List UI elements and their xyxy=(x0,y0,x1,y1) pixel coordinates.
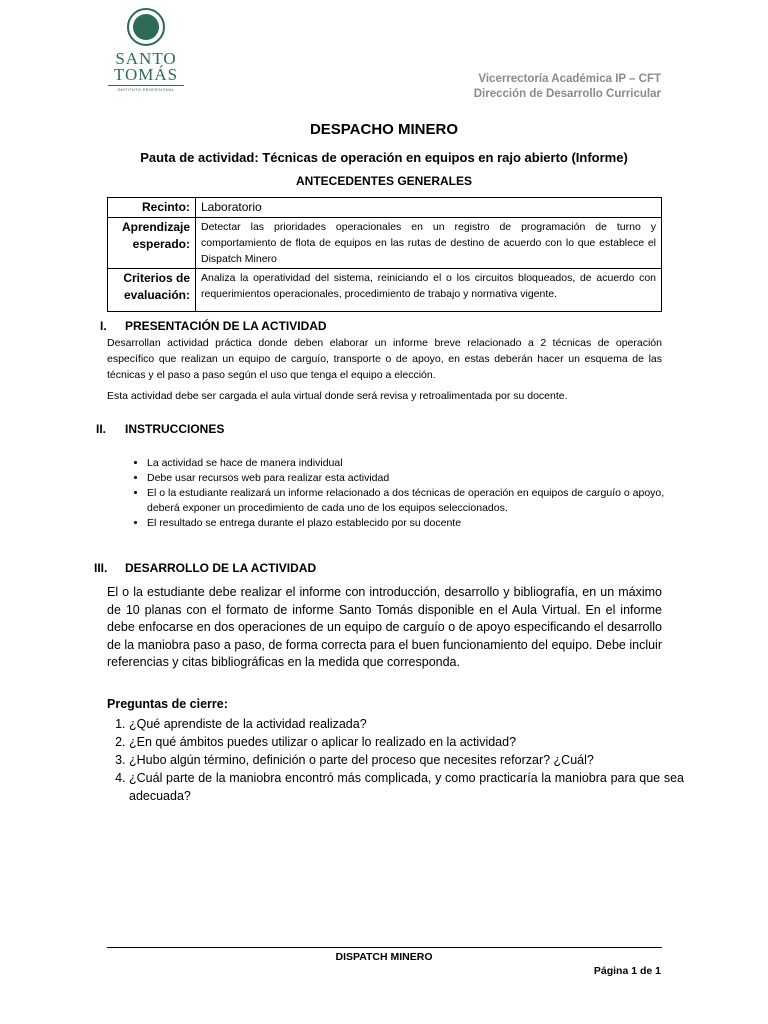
list-item: 4. ¿Cuál parte de la maniobra encontró más complicada, y como practicaría la maniobra para que sea adecuada? xyxy=(129,769,684,805)
list-item: • El resultado se entrega durante el plazo establecido por su docente xyxy=(147,516,684,531)
section-heading xyxy=(100,319,327,333)
list-item: • El o la estudiante realizará un informe relacionado a dos técnicas de operación en equipos de carguío o apoyo, deberá exponer un procedimiento de cada uno de los equipos seleccionados. xyxy=(147,486,684,516)
document-title: DESPACHO MINERO xyxy=(309,121,459,138)
questions-list xyxy=(107,715,684,805)
info-table xyxy=(107,197,662,312)
logo-line2: TOMÁS xyxy=(113,65,179,84)
header-line1: Vicerrectoría Académica IP – CFT xyxy=(478,73,661,85)
table-row xyxy=(108,218,662,269)
seal-icon xyxy=(127,8,165,46)
logo-text xyxy=(108,51,184,83)
table-row xyxy=(108,198,662,218)
section-title: DESARROLLO DE LA ACTIVIDAD xyxy=(125,561,317,575)
section-number: III. xyxy=(94,561,108,575)
row-label: Recinto: xyxy=(108,198,196,218)
list-item: 3. ¿Hubo algún término, definición o parte del proceso que necesites reforzar? ¿Cuál? xyxy=(129,751,684,769)
row-label: Criterios de evaluación: xyxy=(108,269,196,312)
section-number: II. xyxy=(96,422,107,436)
list-item: 1. ¿Qué aprendiste de la actividad realizada? xyxy=(129,715,684,733)
list-item: 2. ¿En qué ámbitos puedes utilizar o aplicar lo realizado en la actividad? xyxy=(129,733,684,751)
header-right xyxy=(474,72,661,102)
section-number: I. xyxy=(100,319,107,333)
header-line2: Dirección de Desarrollo Curricular xyxy=(473,88,661,100)
instructions-list xyxy=(125,456,684,531)
row-label: Aprendizaje esperado: xyxy=(108,218,196,269)
document-subtitle: Pauta de actividad: Técnicas de operación en equipos en rajo abierto (Informe) xyxy=(140,150,628,165)
logo-subtitle: INSTITUTO PROFESIONAL xyxy=(108,85,184,92)
section-heading xyxy=(96,422,224,436)
list-item: • Debe usar recursos web para realizar esta actividad xyxy=(147,471,684,486)
paragraph: Esta actividad debe ser cargada el aula virtual donde será revisa y retroalimentada por su docente. xyxy=(107,390,568,402)
paragraph: Desarrollan actividad práctica donde deben elaborar un informe breve relacionado a 2 técnicas de operación específico que realizan un equipo de carguío, transporte o de apoyo, en estas deberán hacer un esquema de las técnicas y el paso a paso según el uso que tenga el equipo a elección. xyxy=(107,337,662,381)
section-title: PRESENTACIÓN DE LA ACTIVIDAD xyxy=(125,319,327,333)
row-value: Laboratorio xyxy=(196,198,662,218)
section-title: INSTRUCCIONES xyxy=(125,422,225,436)
logo-line1: SANTO xyxy=(115,49,177,68)
footer-divider xyxy=(107,947,662,948)
footer-title: DISPATCH MINERO xyxy=(335,951,433,963)
list-item: • La actividad se hace de manera individual xyxy=(147,456,684,471)
logo xyxy=(108,8,184,92)
antecedentes-heading: ANTECEDENTES GENERALES xyxy=(295,174,473,188)
page-number: Página 1 de 1 xyxy=(593,965,661,977)
questions-heading: Preguntas de cierre: xyxy=(107,697,228,711)
paragraph: El o la estudiante debe realizar el informe con introducción, desarrollo y bibliografía, en un máximo de 10 planas con el formato de informe Santo Tomás disponible en el Aula Virtual. En el informe debe enfocarse en dos operaciones de un equipo de carguío o de apoyo especificando el desarrollo de la maniobra paso a paso, de forma correcta para el buen funcionamiento del equipo. Debe incluir referencias y citas bibliográficas en la medida que corresponda. xyxy=(107,585,662,669)
row-value: Analiza la operatividad del sistema, reiniciando el o los circuitos bloqueados, de acuerdo con requerimientos operacionales, procedimiento de trabajo y normativa vigente. xyxy=(196,269,662,312)
section-heading xyxy=(94,561,316,575)
row-value: Detectar las prioridades operacionales en un registro de programación de turno y comportamiento de flota de equipos en las rutas de destino de acuerdo con lo que establece el Dispatch Minero xyxy=(196,218,662,269)
table-row xyxy=(108,269,662,312)
